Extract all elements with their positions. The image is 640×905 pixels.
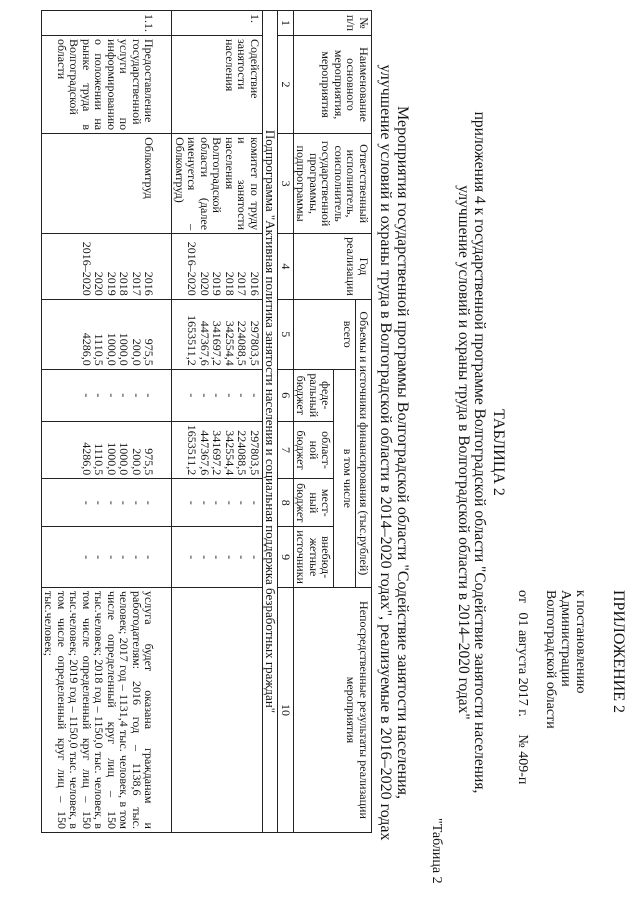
col-header-federal: феде- ральный бюджет: [294, 369, 335, 421]
table-quote-label: "Таблица 2: [429, 818, 444, 884]
row-total: 297803,5 224088,5 342554,4 341697,2 447367,6 1653511,2: [172, 299, 263, 369]
table-row: [172, 11, 263, 833]
row-regional: 975,5 200,0 1000,0 1000,0 1110,5 4286,0: [42, 421, 173, 479]
col-number: 2: [278, 36, 294, 134]
col-header-local: мест- ный бюджет: [294, 479, 335, 527]
row-result: услуга будет оказана гражданам и работодателям: 2016 год – 1138,6 тыс. человек; 2017 год – 1131,4 тыс. человек, в том числе определенный круг лиц – 150 тыс.человек; 2018 год – 1150,0 тыс. человек, в том числе определенный круг лиц – 150 тыс.человек; 2019 год – 1150,0 тыс. человек, в том числе определенный круг лиц – 150 тыс.человек;: [42, 587, 173, 832]
row-local: - - - - - -: [172, 479, 263, 527]
title-line-2: улучшение условий и охраны труда в Волгоградской области в 2014–2020 годах": [455, 185, 472, 720]
col-number: 5: [278, 299, 294, 369]
col-header-extra: внебюд- жетные источники: [294, 527, 335, 588]
row-years: 2016 2017 2018 2019 2020 2016–2020: [172, 234, 263, 300]
row-num: 1.: [172, 11, 263, 36]
row-executor: комитет по труду и занятости населения Волгоградской области (далее именуется – Облкомтруд): [172, 134, 263, 234]
col-header-name: Наименование основного мероприятия, мероприятия: [294, 36, 372, 134]
resolution-line: к постановлению: [573, 590, 588, 694]
administration-line: Администрации: [558, 590, 573, 687]
row-years: 2016 2017 2018 2019 2020 2016–2020: [42, 234, 173, 300]
col-header-num: № п/п: [294, 11, 372, 36]
subtitle-line-1: Мероприятия государственной программы Волгоградской области "Содействие занятости населения,: [394, 106, 411, 799]
col-header-results: Непосредственные результаты реализации мероприятия: [294, 587, 372, 832]
date-prefix: от: [515, 590, 530, 603]
table-row: [42, 11, 173, 833]
date-line: [515, 590, 530, 784]
col-number: 9: [278, 527, 294, 588]
row-executor: Облкомтруд: [42, 134, 173, 234]
col-number: 1: [278, 11, 294, 36]
row-name: Предоставление государственной услуги по информированию о положении на рынке труда в Волгоградской области: [42, 36, 173, 134]
col-header-regional: област- ной бюджет: [294, 421, 335, 479]
row-local: - - - - - -: [42, 479, 173, 527]
row-name: Содействие занятости населения: [172, 36, 263, 134]
row-extra: - - - - - -: [42, 527, 173, 588]
col-number: 8: [278, 479, 294, 527]
col-header-including: в том числе: [334, 369, 356, 587]
row-federal: - - - - - -: [172, 369, 263, 421]
header-row-1: [356, 11, 372, 833]
row-federal: - - - - - -: [42, 369, 173, 421]
region-line: Волгоградской области: [543, 590, 558, 729]
row-total: 975,5 200,0 1000,0 1000,0 1110,5 4286,0: [42, 299, 173, 369]
row-regional: 297803,5 224088,5 342554,4 341697,2 447367,6 1653511,2: [172, 421, 263, 479]
col-number: 4: [278, 234, 294, 300]
date-value: 01 августа 2017 г.: [515, 612, 530, 717]
row-extra: - - - - - -: [172, 527, 263, 588]
document-number: № 409-п: [515, 734, 530, 785]
col-header-year: Год реализации: [294, 234, 372, 300]
col-number: 10: [278, 587, 294, 832]
subtitle-line-2: улучшение условий и охраны труда в Волгоградской области в 2014–2020 годах", реализуемые в 2016–2020 годах: [377, 64, 394, 841]
subprogram-title: Подпрограмма "Активная политика занятости населения и социальная поддержка безработных граждан": [263, 11, 279, 833]
col-header-executor: Ответственный исполнитель, соисполнитель государственной программы, подпрограммы: [294, 134, 372, 234]
col-number: 7: [278, 421, 294, 479]
appendix-title: ПРИЛОЖЕНИЕ 2: [610, 590, 627, 714]
col-header-funding: Объемы и источники финансирования (тыс.рублей): [356, 299, 372, 587]
col-header-total: всего: [294, 299, 357, 369]
title-line-1: приложения 4 к государственной программе Волгоградской области "Содействие занятости населения,: [471, 111, 488, 794]
row-result: [172, 587, 263, 832]
measures-table: [41, 10, 372, 833]
col-number: 3: [278, 134, 294, 234]
column-number-row: [278, 11, 294, 833]
subprogram-row: [263, 11, 279, 833]
col-number: 6: [278, 369, 294, 421]
table-title: ТАБЛИЦА 2: [490, 409, 507, 496]
row-num: 1.1.: [42, 11, 173, 36]
